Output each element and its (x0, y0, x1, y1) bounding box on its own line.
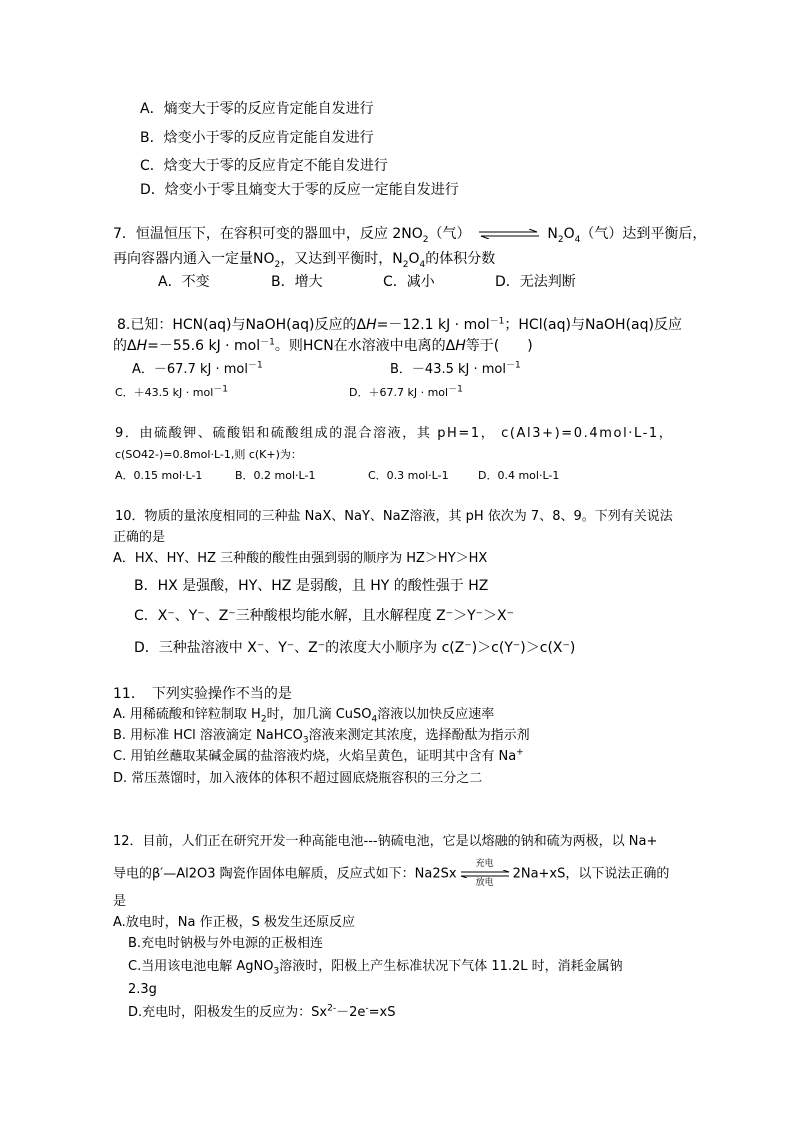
q7-option-b: B．增大 (271, 274, 323, 290)
q8-stem-line1: 8.已知：HCN(aq)与NaOH(aq)反应的ΔH=－12.1 kJ · mol$^{-1}$；HCl(aq)与NaOH(aq)反应 (117, 316, 682, 333)
q9-option-d: D．0.4 mol·L-1 (478, 469, 560, 482)
q11-option-a: A. 用稀硫酸和锌粒制取 $H_2$时，加几滴 CuSO$_4$溶液以加快反应速率 (113, 707, 495, 725)
q12-stem-line1: 12．目前，人们正在研究开发一种高能电池---钠硫电池，它是以熔融的钠和硫为两极，以 Na+ (113, 834, 658, 849)
q7-option-c: C．减小 (383, 274, 435, 290)
q9-stem-line2: c(SO42-)=0.8mol·L-1,则 c(K+)为： (115, 448, 302, 461)
q12-option-d: D.充电时，阳极发生的反应为：$Sx^{2-}-2e^-=xS$ (128, 1003, 396, 1020)
q8-option-c: C．＋43.5 kJ · mol$^{-1}$ (115, 384, 229, 399)
q8-stem-line2: 的ΔH=－55.6 kJ · mol$^{-1}$。则HCN在水溶液中电离的ΔH等于( ) (113, 337, 533, 354)
q8-option-a: A．－67.7 kJ · mol$^{-1}$ (132, 360, 263, 377)
q11-option-c: C. 用铂丝蘸取某碱金属的盐溶液灼烧，火焰呈黄色，证明其中含有 Na+ (113, 747, 524, 764)
q7-stem-tail: （气）达到平衡后， (580, 226, 707, 242)
q7-reactant: $2NO_2$ (392, 226, 429, 245)
q9-option-a: A．0.15 mol·L-1 (115, 469, 203, 482)
q10-stem-line2: 正确的是 (113, 530, 166, 545)
q7-stem-line2: 再向容器内通入一定量$NO_2$，又达到平衡时，$N_2O_4$的体积分数 (113, 251, 496, 270)
q10-option-d: D．三种盐溶液中 X⁻、Y⁻、Z⁻的浓度大小顺序为 c(Z⁻)＞c(Y⁻)＞c(X⁻) (134, 640, 576, 656)
q12-stem-line3: 是 (113, 894, 127, 909)
q10-option-a: A．HX、HY、HZ 三种酸的酸性由强到弱的顺序为 HZ＞HY＞HX (113, 551, 488, 566)
q7-gas-label: （气） (428, 226, 471, 242)
q11-option-d: D. 常压蒸馏时，加入液体的体积不超过圆底烧瓶容积的三分之二 (113, 771, 483, 786)
q12-option-b: B.充电时钠极与外电源的正极相连 (128, 936, 324, 951)
q9-options (115, 469, 559, 482)
q7-option-a: A．不变 (158, 274, 210, 290)
q12-option-a: A.放电时，Na 作正极，S 极发生还原反应 (113, 915, 356, 930)
q11-option-b: B. 用标准 HCl 溶液滴定 NaHCO$_3$溶液来测定其浓度，选择酚酞为指示剂 (113, 728, 530, 746)
q12-stem-line2: 导电的β′—Al2O3 陶瓷作固体电解质，反应式如下：Na2Sx 充电 放电 2Na+xS，以下说法正确的 (113, 859, 670, 889)
q7-stem-text: 7．恒温恒压下，在容积可变的器皿中，反应 (113, 226, 388, 242)
q12-option-c-line1: C.当用该电池电解 AgNO$_3$溶液时，阳极上产生标准状况下气体 11.2L 时，消耗金属钠 (128, 959, 623, 977)
charge-discharge-arrow-icon (459, 859, 511, 889)
q9-stem-line1: 9．由硫酸钾、硫酸铝和硫酸组成的混合溶液，其 pH=1， c(Al3+)=0.4mol·L-1， (115, 426, 674, 441)
q10-stem-line1: 10．物质的量浓度相同的三种盐 NaX、NaY、NaZ溶液，其 pH 依次为 7、8、9。下列有关说法 (115, 509, 673, 524)
q9-option-c: C．0.3 mol·L-1 (368, 469, 449, 482)
charge-label: 充电 (475, 859, 494, 869)
q12-option-c-line2: 2.3g (128, 982, 157, 997)
discharge-label: 放电 (475, 878, 494, 889)
equilibrium-arrow-icon (477, 229, 541, 239)
q7-option-d: D．无法判断 (495, 274, 576, 290)
q7-options (158, 274, 576, 291)
q6-option-c: C．焓变大于零的反应肯定不能自发进行 (140, 158, 388, 174)
q6-option-d: D．焓变小于零且熵变大于零的反应一定能自发进行 (140, 182, 459, 198)
q9-option-b: B．0.2 mol·L-1 (235, 469, 316, 482)
q8-option-d: D．＋67.7 kJ · mol$^{-1}$ (349, 384, 463, 399)
q10-option-c: C．X⁻、Y⁻、Z⁻三种酸根均能水解，且水解程度 Z⁻＞Y⁻＞X⁻ (134, 608, 515, 624)
q10-option-b: B．HX 是强酸，HY、HZ 是弱酸，且 HY 的酸性强于 HZ (134, 578, 489, 594)
q11-stem: 11． 下列实验操作不当的是 (113, 686, 292, 702)
q6-option-a: A．熵变大于零的反应肯定能自发进行 (140, 101, 374, 117)
q7-product: $N_2O_4$ (547, 226, 581, 245)
q8-option-b: B．－43.5 kJ · mol$^{-1}$ (390, 360, 521, 377)
q7-stem-line1 (113, 226, 706, 243)
q6-option-b: B．焓变小于零的反应肯定能自发进行 (140, 130, 374, 146)
